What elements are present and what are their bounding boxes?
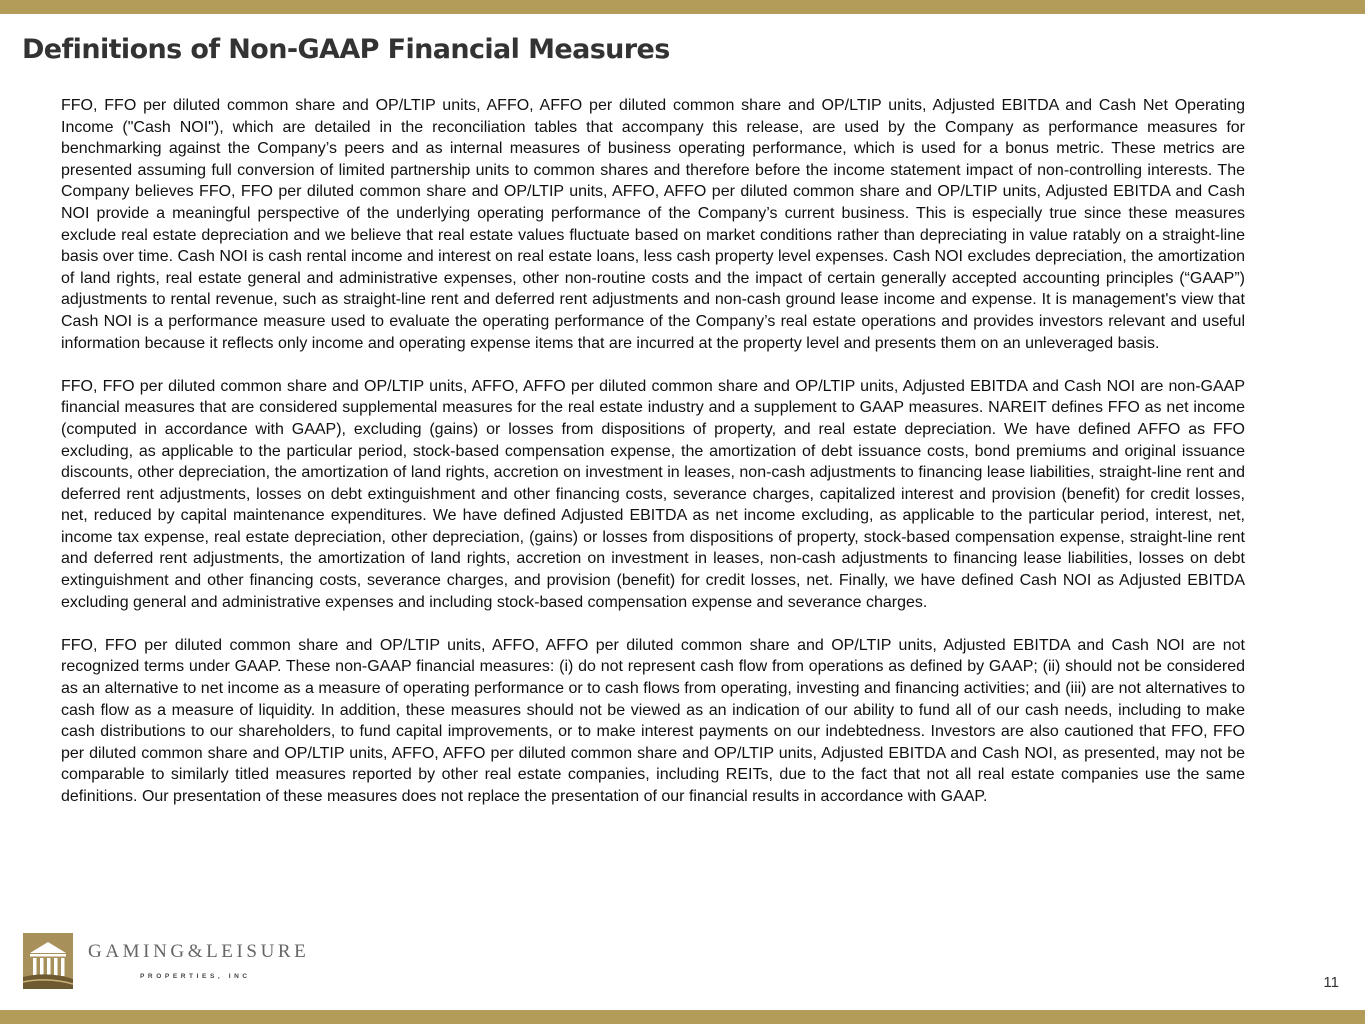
top-accent-bar: [0, 0, 1365, 14]
building-columns-logo-icon: [23, 933, 73, 989]
page-title: Definitions of Non-GAAP Financial Measures: [22, 34, 670, 65]
company-logo: [23, 933, 333, 991]
paragraph-limitations: FFO, FFO per diluted common share and OP/LTIP units, AFFO, AFFO per diluted common share and OP/LTIP units, Adjusted EBITDA and Cash NOI are not recognized terms under GAAP. These non-GAAP financial measures: (i) do not represent cash flow from operations as defined by GAAP; (ii) should not be considered as an alternative to net income as a measure of operating performance or to cash flows from operating, investing and financing activities; and (iii) are not alternatives to cash flow as a measure of liquidity. In addition, these measures should not be viewed as an indication of our ability to fund all of our cash needs, including to make cash distributions to our shareholders, to fund capital improvements, or to make interest payments on our indebtedness. Investors are also cautioned that FFO, FFO per diluted common share and OP/LTIP units, AFFO, AFFO per diluted common share and OP/LTIP units, Adjusted EBITDA and Cash NOI, as presented, may not be comparable to similarly titled measures reported by other real estate companies, including REITs, due to the fact that not all real estate companies use the same definitions. Our presentation of these measures does not replace the presentation of our financial results in accordance with GAAP.: [61, 636, 1245, 805]
paragraph-usage: FFO, FFO per diluted common share and OP/LTIP units, AFFO, AFFO per diluted common share and OP/LTIP units, Adjusted EBITDA and Cash Net Operating Income ("Cash NOI"), which are detailed in the reconciliation tables that accompany this release, are used by the Company as performance measures for benchmarking against the Company’s peers and as internal measures of business operating performance, which is used for a bonus metric. These metrics are presented assuming full conversion of limited partnership units to common shares and therefore before the income statement impact of non-controlling interests. The Company believes FFO, FFO per diluted common share and OP/LTIP units, AFFO, AFFO per diluted common share and OP/LTIP units, Adjusted EBITDA and Cash NOI provide a meaningful perspective of the underlying operating performance of the Company’s current business. This is especially true since these measures exclude real estate depreciation and we believe that real estate values fluctuate based on market conditions rather than depreciating in value ratably on a straight-line basis over time. Cash NOI is cash rental income and interest on real estate loans, less cash property level expenses. Cash NOI excludes depreciation, the amortization of land rights, real estate general and administrative expenses, other non-routine costs and the impact of certain generally accepted accounting principles (“GAAP”) adjustments to rental revenue, such as straight-line rent and deferred rent adjustments and non-cash ground lease income and expense. It is management's view that Cash NOI is a performance measure used to evaluate the operating performance of the Company’s real estate operations and provides investors relevant and useful information because it reflects only income and operating expense items that are incurred at the property level and presents them on an unleveraged basis.: [61, 97, 1245, 352]
paragraph-definitions: FFO, FFO per diluted common share and OP/LTIP units, AFFO, AFFO per diluted common share and OP/LTIP units, Adjusted EBITDA and Cash NOI are non-GAAP financial measures that are considered supplemental measures for the real estate industry and a supplement to GAAP measures. NAREIT defines FFO as net income (computed in accordance with GAAP), excluding (gains) or losses from dispositions of property, and real estate depreciation. We have defined AFFO as FFO excluding, as applicable to the particular period, stock-based compensation expense, the amortization of debt issuance costs, bond premiums and original issuance discounts, other depreciation, the amortization of land rights, accretion on investment in leases, non-cash adjustments to financing lease liabilities, straight-line rent and deferred rent adjustments, losses on debt extinguishment and other financing costs, severance charges, capitalized interest and provision (benefit) for credit losses, net, reduced by capital maintenance expenditures. We have defined Adjusted EBITDA as net income excluding, as applicable to the particular period, interest, net, income tax expense, real estate depreciation, other depreciation, (gains) or losses from dispositions of property, stock-based compensation expense, straight-line rent and deferred rent adjustments, the amortization of land rights, accretion on investment in leases, non-cash adjustments to financing lease liabilities, losses on debt extinguishment and other financing costs, severance charges, and provision (benefit) for credit losses, net. Finally, we have defined Cash NOI as Adjusted EBITDA excluding general and administrative expenses and including stock-based compensation expense and severance charges.: [61, 377, 1245, 611]
definitions-body: [61, 95, 1245, 829]
logo-subtitle: PROPERTIES, INC: [140, 973, 251, 980]
page-number: 11: [1323, 974, 1339, 991]
bottom-accent-bar: [0, 1010, 1365, 1024]
logo-wordmark: GAMING&LEISURE: [88, 941, 310, 962]
